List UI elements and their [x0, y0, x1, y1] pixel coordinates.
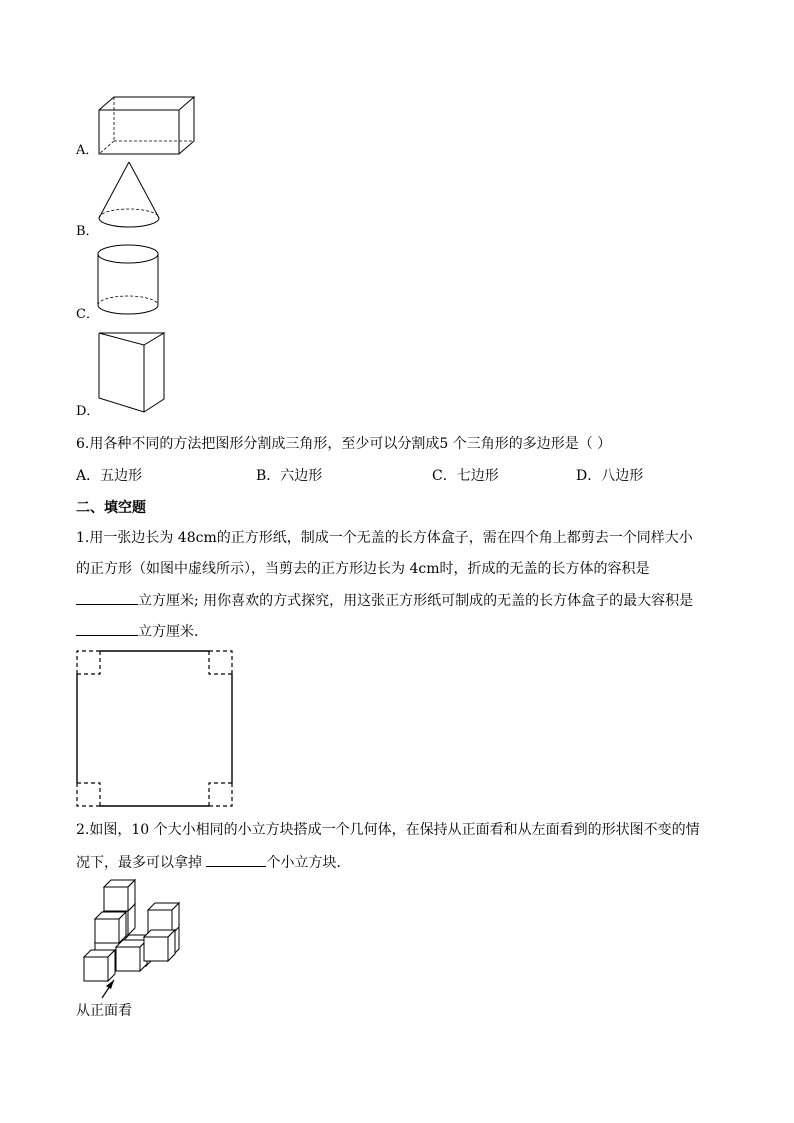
fill2-line2-post: 个小立方块．: [266, 855, 351, 871]
front-view-caption: 从正面看: [76, 1003, 132, 1019]
cylinder-figure: [96, 243, 160, 319]
fill2-line1: 2.如图，10 个大小相同的小立方块搭成一个几何体，在保持从正面看和从左面看到的形状图不变的情: [76, 822, 700, 838]
fill1-line3: [76, 590, 693, 611]
cuboid-figure: [98, 96, 198, 156]
option-d-label: D．: [76, 404, 100, 419]
question6-option-c: C．七边形: [432, 468, 499, 484]
cone-figure: [97, 160, 161, 232]
question6-option-b: B．六边形: [256, 468, 323, 484]
fill2-line2-pre: 况下，最多可以拿掉: [76, 855, 207, 871]
fill1-line1: 1.用一张边长为 48cm的正方形纸，制成一个无盖的长方体盒子，需在四个角上都剪去一个同样大小: [76, 530, 693, 546]
section-title: 二、填空题: [76, 500, 146, 516]
cube-stack-figure: [80, 880, 190, 1005]
fill1-line4: [76, 621, 208, 642]
question6-option-d: D．八边形: [576, 468, 644, 484]
answer-blank-2[interactable]: [76, 621, 138, 636]
question6-option-a: A．五边形: [76, 468, 143, 484]
option-a-label: A．: [76, 143, 99, 158]
fill1-line3-text: 立方厘米; 用你喜欢的方式探究，用这张正方形纸可制成的无盖的长方体盒子的最大容积是: [138, 593, 694, 609]
answer-blank-1[interactable]: [76, 590, 138, 605]
question6-stem: 6.用各种不同的方法把图形分割成三角形，至少可以分割成5 个三角形的多边形是（ ）: [76, 436, 612, 452]
triangular-prism-figure: [98, 332, 168, 416]
square-paper-figure: [76, 650, 234, 808]
fill2-line2: [76, 852, 350, 873]
answer-blank-3[interactable]: [206, 852, 266, 867]
option-c-label: C．: [76, 307, 99, 322]
fill1-line4-text: 立方厘米．: [138, 624, 208, 640]
fill1-line2: 的正方形（如图中虚线所示），当剪去的正方形边长为 4cm时，折成的无盖的长方体的容积是: [76, 561, 650, 577]
option-b-label: B．: [76, 224, 99, 239]
